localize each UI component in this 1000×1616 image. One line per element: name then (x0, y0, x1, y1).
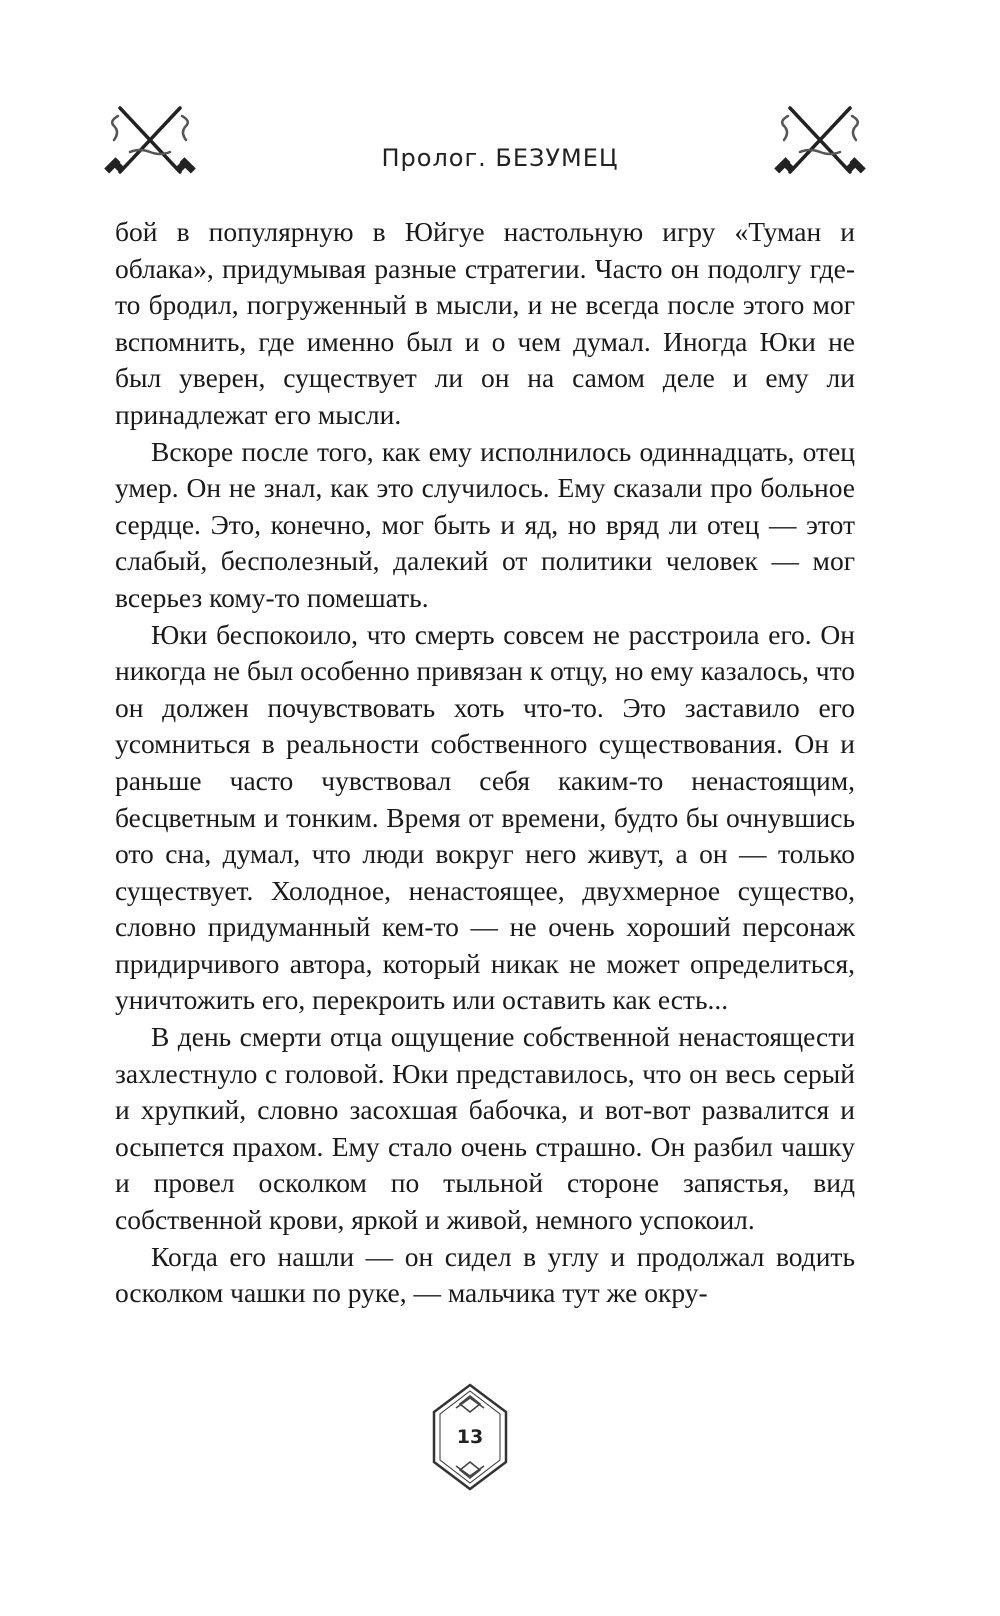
paragraph: Юки беспокоило, что смерть совсем не расстроила его. Он никогда не был особенно привязан к отцу, но ему казалось, что он должен почувствовать хоть что-то. Это заставило его усомниться в реальности собственного существования. Он и раньше часто чувствовал себя каким-то ненастоящим, бесцветным и тонким. Время от времени, будто бы очнувшись ото сна, думал, что люди вокруг него живут, а он — только существует. Холодное, ненастоящее, двухмерное существо, словно придуманный кем-то — не очень хороший персонаж придирчивого автора, который никак не может определиться, уничтожить его, перекроить или оставить как есть... (115, 618, 855, 1016)
running-head: Пролог. БЕЗУМЕЦ (381, 144, 619, 172)
paragraph: В день смерти отца ощущение собственной ненастоящести захлестнуло с головой. Юки представилось, что он весь серый и хрупкий, словно засохшая бабочка, и вот-вот развалится и осыпется прахом. Ему стало очень страшно. Он разбил чашку и провел осколком по тыльной стороне запястья, вид собственной крови, яркой и живой, немного успокоил. (115, 1021, 855, 1236)
body-text (115, 214, 855, 1312)
paragraph: Вскоре после того, как ему исполнилось одиннадцать, отец умер. Он не знал, как это случилось. Ему сказали про больное сердце. Это, конечно, мог быть и яд, но вряд ли отец — этот слабый, бесполезный, далекий от политики человек — мог всерьез кому-то помешать. (115, 435, 855, 613)
page-header (0, 100, 1000, 200)
paragraph: Когда его нашли — он сидел в углу и продолжал водить осколком чашки по руке, — мальчика тут же окру- (115, 1240, 855, 1309)
page-number-badge (430, 1382, 510, 1492)
page-number: 13 (456, 1426, 484, 1448)
paragraph: бой в популярную в Юйгуе настольную игру «Туман и облака», придумывая разные стратегии. Часто он подолгу где-то бродил, погруженный в мысли, и не всегда после этого мог вспомнить, где именно был и о чем думал. Иногда Юки не был уверен, существует ли он на самом деле и ему ли принадлежат его мысли. (115, 216, 855, 430)
crossed-swords-icon (770, 100, 870, 182)
